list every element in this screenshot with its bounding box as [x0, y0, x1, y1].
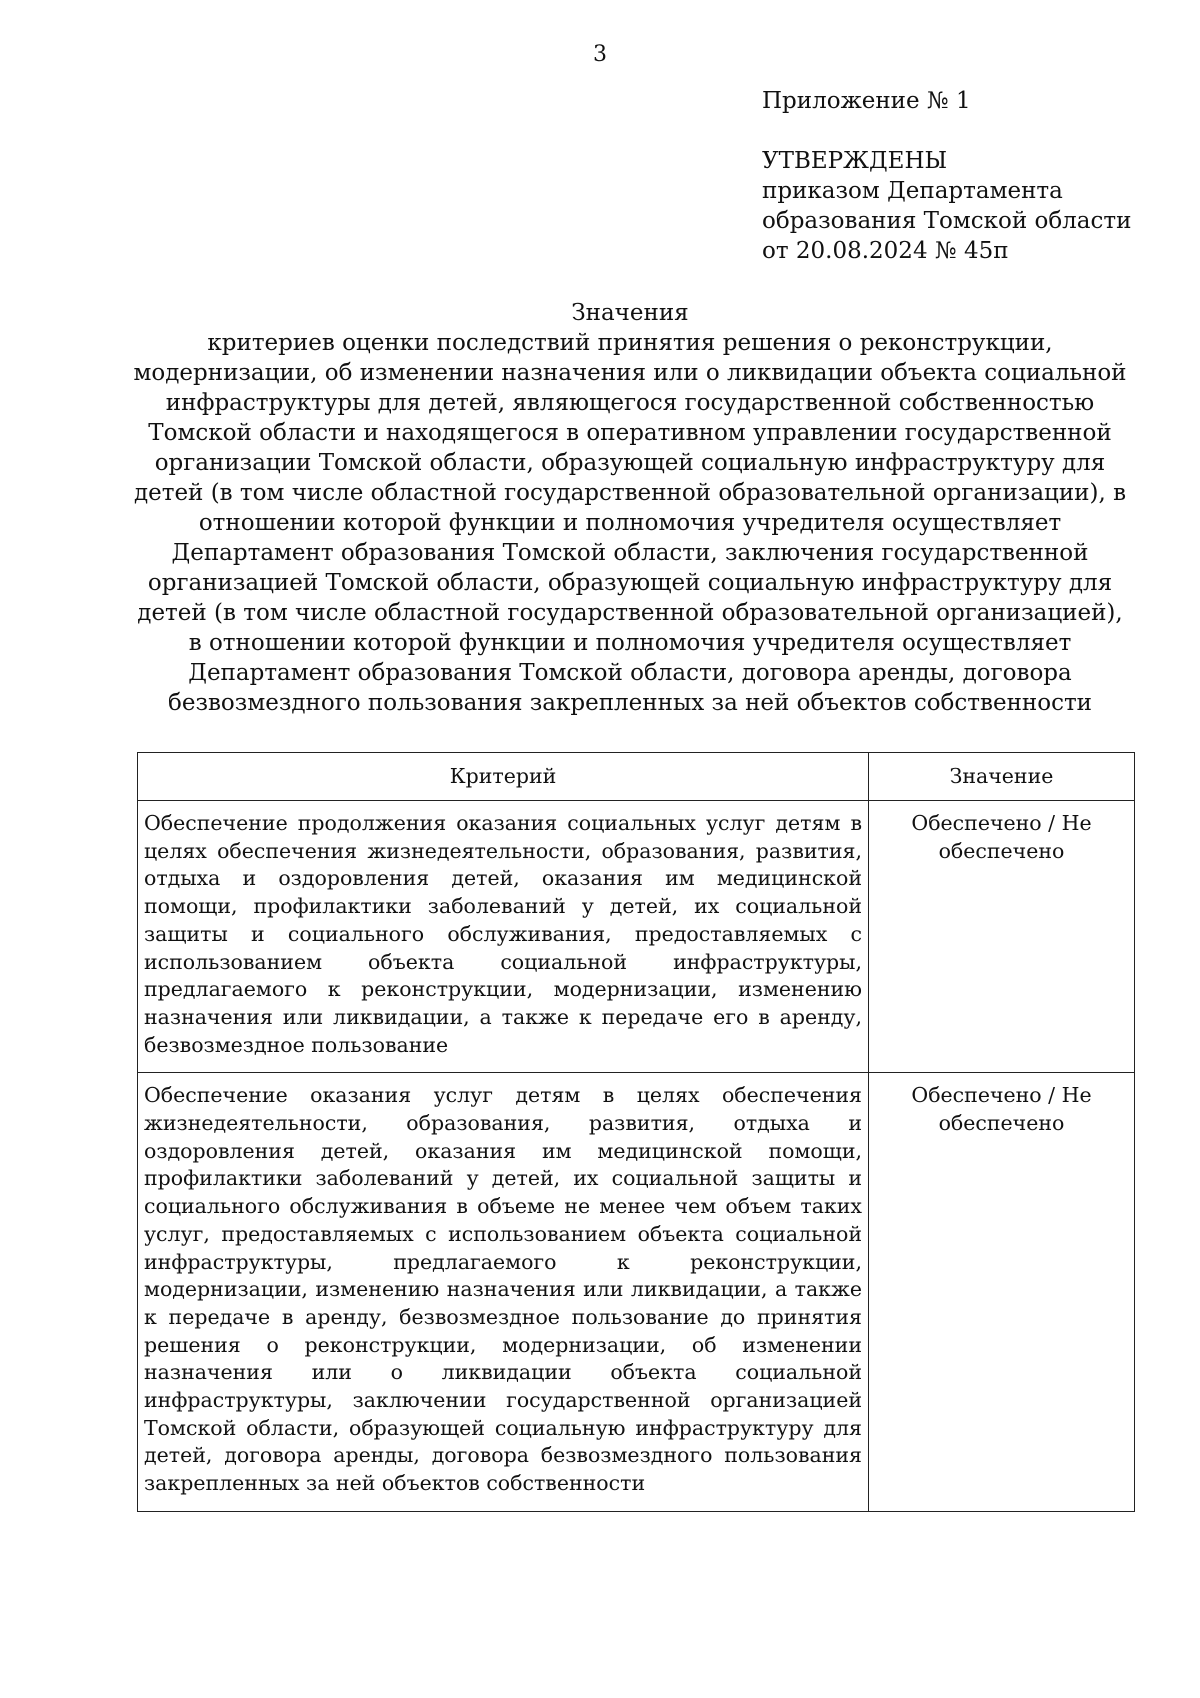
criteria-table	[137, 752, 1135, 1512]
title-body: критериев оценки последствий принятия решения о реконструкции, модернизации, об изменении назначения или о ликвидации объекта социальной инфраструктуры для детей, являющегося государственной собственностью Томской области и находящегося в оперативном управлении государственной организации Томской области, образующей социальную инфраструктуру для детей (в том числе областной государственной образовательной организации), в отношении которой функции и полномочия учредителя осуществляет Департамент образования Томской области, заключения государственной организацией Томской области, образующей социальную инфраструктуру для детей (в том числе областной государственной образовательной организацией), в отношении которой функции и полномочия учредителя осуществляет Департамент образования Томской области, договора аренды, договора безвозмездного пользования закрепленных за ней объектов собственности	[133, 330, 1127, 716]
approved-label: УТВЕРЖДЕНЫ	[762, 148, 948, 174]
header-value: Значение	[869, 753, 1135, 801]
approval-order-number: от 20.08.2024 № 45п	[762, 238, 1009, 264]
table-row	[138, 1073, 1135, 1512]
document-title	[130, 298, 1130, 718]
approved-by-line-2: образования Томской области	[762, 208, 1132, 234]
approved-by-line-1: приказом Департамента	[762, 178, 1063, 204]
approval-block	[762, 86, 1182, 266]
table-row	[138, 801, 1135, 1073]
criterion-cell: Обеспечение продолжения оказания социальных услуг детям в целях обеспечения жизнедеятельности, образования, развития, отдыха и оздоровления детей, оказания им медицинской помощи, профилактики заболеваний у детей, их социальной защиты и социального обслуживания, предоставляемых с использованием объекта социальной инфраструктуры, предлагаемого к реконструкции, модернизации, изменению назначения или ликвидации, а также к передаче его в аренду, безвозмездное пользование	[138, 801, 869, 1073]
value-cell: Обеспечено / Не обеспечено	[869, 801, 1135, 1073]
table-header-row	[138, 753, 1135, 801]
value-cell: Обеспечено / Не обеспечено	[869, 1073, 1135, 1512]
criterion-cell: Обеспечение оказания услуг детям в целях обеспечения жизнедеятельности, образования, развития, отдыха и оздоровления детей, оказания им медицинской помощи, профилактики заболеваний у детей, их социальной защиты и социального обслуживания в объеме не менее чем объем таких услуг, предоставляемых с использованием объекта социальной инфраструктуры, предлагаемого к реконструкции, модернизации, изменению назначения или ликвидации, а также к передаче в аренду, безвозмездное пользование до принятия решения о реконструкции, модернизации, об изменении назначения или о ликвидации объекта социальной инфраструктуры, заключении государственной организацией Томской области, образующей социальную инфраструктуру для детей, договора аренды, договора безвозмездного пользования закрепленных за ней объектов собственности	[138, 1073, 869, 1512]
appendix-label: Приложение № 1	[762, 88, 971, 114]
header-criterion: Критерий	[138, 753, 869, 801]
page-number: 3	[593, 42, 607, 67]
title-heading: Значения	[571, 300, 689, 326]
